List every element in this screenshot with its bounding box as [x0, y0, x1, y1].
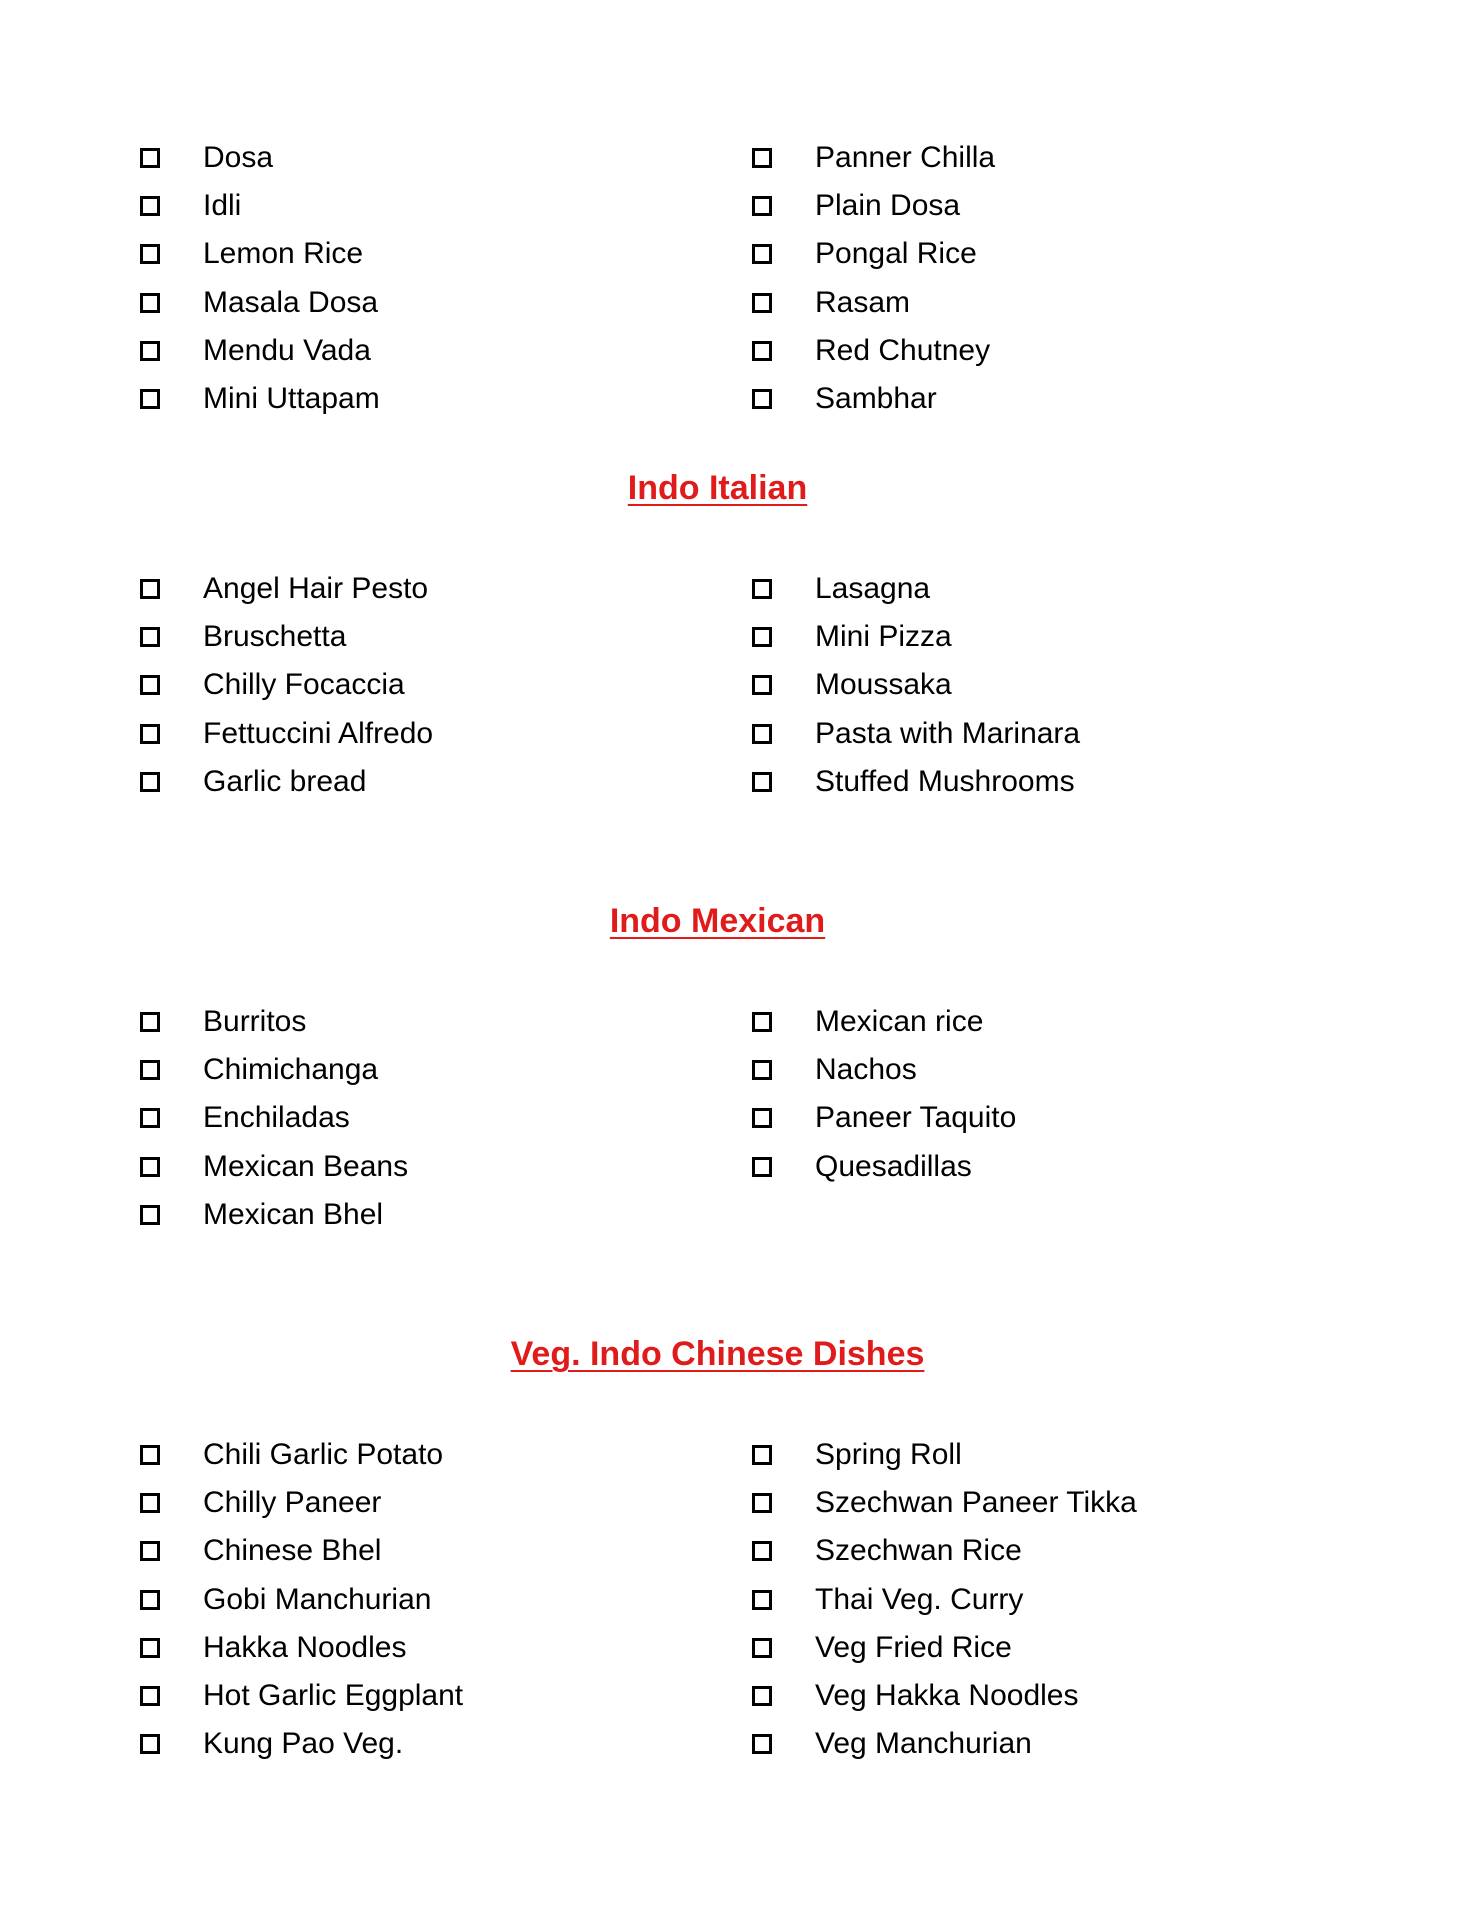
menu-item — [752, 375, 995, 423]
menu-item-label: Veg Hakka Noodles — [815, 1679, 1079, 1713]
menu-item — [752, 1527, 1137, 1575]
checkbox[interactable] — [140, 244, 160, 264]
menu-item — [140, 613, 433, 661]
menu-item — [140, 1143, 408, 1191]
menu-item — [140, 1720, 463, 1768]
menu-item-label: Panner Chilla — [815, 141, 996, 175]
menu-item — [140, 1624, 463, 1672]
checkbox[interactable] — [140, 148, 160, 168]
checkbox[interactable] — [752, 293, 772, 313]
checkbox[interactable] — [752, 724, 772, 744]
menu-item-label: Nachos — [815, 1053, 917, 1087]
menu-item-label: Mexican Beans — [203, 1149, 409, 1183]
menu-item — [752, 1720, 1137, 1768]
menu-item-label: Fettuccini Alfredo — [203, 716, 434, 750]
checkbox[interactable] — [752, 1493, 772, 1513]
menu-item — [752, 565, 1080, 613]
menu-item — [140, 1479, 463, 1527]
menu-item-label: Angel Hair Pesto — [203, 572, 429, 606]
menu-item-label: Plain Dosa — [815, 189, 961, 223]
menu-item-label: Mexican Bhel — [203, 1197, 384, 1231]
left-item-list — [140, 998, 408, 1239]
left-item-list — [140, 1431, 463, 1768]
menu-item — [752, 1479, 1137, 1527]
checkbox[interactable] — [752, 772, 772, 792]
menu-item-label: Szechwan Rice — [815, 1534, 1022, 1568]
menu-item — [752, 230, 995, 278]
menu-item-label: Bruschetta — [203, 620, 347, 654]
checkbox[interactable] — [752, 196, 772, 216]
checkbox[interactable] — [140, 1060, 160, 1080]
menu-item-label: Mendu Vada — [203, 333, 371, 367]
section-heading-indo-mexican: Indo Mexican — [609, 902, 826, 940]
menu-item-label: Idli — [203, 189, 242, 223]
menu-item — [140, 279, 380, 327]
checkbox[interactable] — [140, 293, 160, 313]
menu-item-label: Pasta with Marinara — [815, 716, 1081, 750]
menu-item — [140, 375, 380, 423]
checkbox[interactable] — [140, 1541, 160, 1561]
menu-item-label: Chili Garlic Potato — [203, 1438, 444, 1472]
checkbox[interactable] — [752, 1060, 772, 1080]
checkbox[interactable] — [140, 1638, 160, 1658]
menu-item-label: Chimichanga — [203, 1053, 379, 1087]
menu-item — [140, 565, 433, 613]
checkbox[interactable] — [140, 196, 160, 216]
menu-item — [752, 1576, 1137, 1624]
checkbox[interactable] — [140, 1157, 160, 1177]
checkbox[interactable] — [752, 1734, 772, 1754]
menu-item — [140, 327, 380, 375]
menu-item-label: Chinese Bhel — [203, 1534, 382, 1568]
checkbox[interactable] — [752, 1541, 772, 1561]
menu-item-label: Mexican rice — [815, 1005, 984, 1039]
menu-item — [752, 1672, 1137, 1720]
checkbox[interactable] — [752, 627, 772, 647]
menu-item — [140, 758, 433, 806]
menu-item-label: Lemon Rice — [203, 237, 364, 271]
menu-item — [140, 1672, 463, 1720]
menu-item — [752, 1624, 1137, 1672]
checkbox[interactable] — [140, 1734, 160, 1754]
menu-item-label: Pongal Rice — [815, 237, 977, 271]
menu-item-label: Lasagna — [815, 572, 931, 606]
menu-item — [752, 327, 995, 375]
menu-item-label: Chilly Paneer — [203, 1486, 382, 1520]
menu-item — [140, 1046, 408, 1094]
menu-item-label: Moussaka — [815, 668, 952, 702]
checkbox[interactable] — [752, 1445, 772, 1465]
menu-item — [752, 998, 1016, 1046]
section-heading-veg-indo-chinese: Veg. Indo Chinese Dishes — [510, 1335, 925, 1373]
menu-item — [752, 182, 995, 230]
menu-item-label: Veg Fried Rice — [815, 1630, 1012, 1664]
left-item-list — [140, 565, 433, 806]
menu-item-label: Quesadillas — [815, 1149, 972, 1183]
menu-item — [752, 710, 1080, 758]
checkbox[interactable] — [752, 148, 772, 168]
menu-item — [140, 710, 433, 758]
menu-item-label: Paneer Taquito — [815, 1101, 1017, 1135]
menu-item-label: Szechwan Paneer Tikka — [815, 1486, 1137, 1520]
menu-item — [752, 279, 995, 327]
menu-item-label: Dosa — [203, 141, 274, 175]
menu-item — [140, 1191, 408, 1239]
menu-item — [752, 661, 1080, 709]
menu-item-label: Kung Pao Veg. — [203, 1727, 404, 1761]
checkbox[interactable] — [752, 1012, 772, 1032]
menu-item-label: Mini Pizza — [815, 620, 952, 654]
menu-item — [140, 182, 380, 230]
menu-item-label: Masala Dosa — [203, 285, 379, 319]
checkbox[interactable] — [140, 1205, 160, 1225]
menu-item — [140, 134, 380, 182]
menu-item-label: Stuffed Mushrooms — [815, 764, 1075, 798]
checkbox[interactable] — [140, 724, 160, 744]
menu-item — [752, 758, 1080, 806]
checkbox[interactable] — [140, 1012, 160, 1032]
menu-item-label: Spring Roll — [815, 1438, 962, 1472]
menu-item — [140, 998, 408, 1046]
menu-item — [140, 230, 380, 278]
menu-item — [140, 1576, 463, 1624]
menu-item — [752, 1094, 1016, 1142]
checkbox[interactable] — [140, 389, 160, 409]
checkbox[interactable] — [752, 1686, 772, 1706]
checkbox[interactable] — [140, 1493, 160, 1513]
checkbox[interactable] — [752, 1638, 772, 1658]
checkbox[interactable] — [140, 627, 160, 647]
menu-item — [140, 1527, 463, 1575]
right-item-list — [752, 1431, 1137, 1768]
menu-item-label: Garlic bread — [203, 764, 367, 798]
right-item-list — [752, 998, 1016, 1191]
checkbox[interactable] — [752, 389, 772, 409]
checkbox[interactable] — [752, 244, 772, 264]
checkbox[interactable] — [140, 1445, 160, 1465]
checkbox[interactable] — [752, 1157, 772, 1177]
checkbox[interactable] — [752, 1590, 772, 1610]
menu-item-label: Rasam — [815, 285, 911, 319]
checkbox[interactable] — [140, 1590, 160, 1610]
right-item-list — [752, 565, 1080, 806]
menu-item-label: Gobi Manchurian — [203, 1582, 432, 1616]
right-item-list — [752, 134, 995, 423]
checkbox[interactable] — [140, 579, 160, 599]
checkbox[interactable] — [140, 341, 160, 361]
menu-item-label: Mini Uttapam — [203, 382, 380, 416]
menu-item — [752, 1143, 1016, 1191]
menu-item-label: Hakka Noodles — [203, 1630, 407, 1664]
left-item-list — [140, 134, 380, 423]
menu-item — [140, 661, 433, 709]
menu-item-label: Red Chutney — [815, 333, 991, 367]
checkbox[interactable] — [752, 675, 772, 695]
menu-item — [752, 134, 995, 182]
menu-item-label: Sambhar — [815, 382, 937, 416]
menu-item — [140, 1094, 408, 1142]
menu-item-label: Enchiladas — [203, 1101, 350, 1135]
checkbox[interactable] — [140, 1108, 160, 1128]
menu-item-label: Chilly Focaccia — [203, 668, 405, 702]
checkbox[interactable] — [752, 579, 772, 599]
menu-item-label: Thai Veg. Curry — [815, 1582, 1024, 1616]
menu-item — [752, 1046, 1016, 1094]
checkbox[interactable] — [752, 1108, 772, 1128]
checkbox[interactable] — [140, 772, 160, 792]
checkbox[interactable] — [140, 1686, 160, 1706]
menu-item-label: Veg Manchurian — [815, 1727, 1032, 1761]
section-heading-indo-italian: Indo Italian — [627, 469, 808, 507]
checkbox[interactable] — [752, 341, 772, 361]
checkbox[interactable] — [140, 675, 160, 695]
menu-item — [752, 613, 1080, 661]
menu-item — [752, 1431, 1137, 1479]
menu-item-label: Burritos — [203, 1005, 307, 1039]
menu-item — [140, 1431, 463, 1479]
menu-item-label: Hot Garlic Eggplant — [203, 1679, 464, 1713]
